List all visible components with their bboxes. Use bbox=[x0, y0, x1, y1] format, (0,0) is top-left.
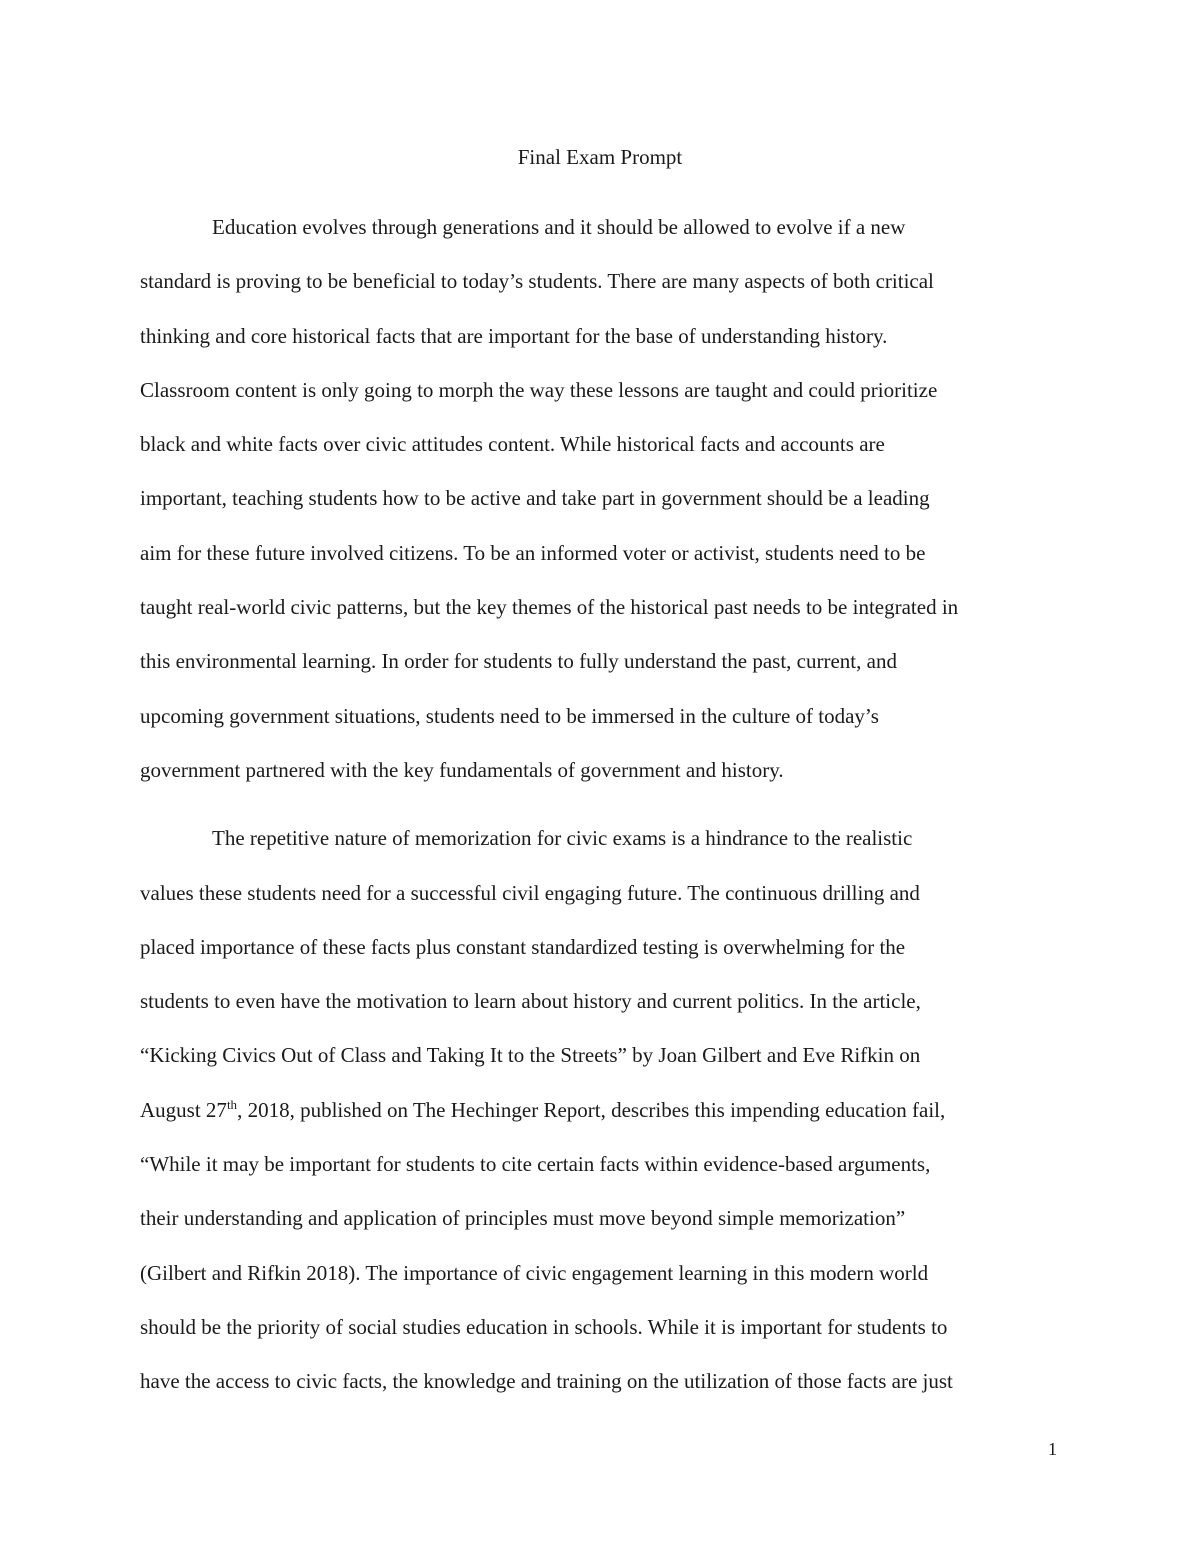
date-ordinal-suffix: th bbox=[226, 1096, 238, 1112]
paragraph-2 bbox=[140, 811, 1060, 1408]
paragraph-line: have the access to civic facts, the knowledge and training on the utilization of those facts are just bbox=[140, 1369, 953, 1394]
paragraph-line: placed importance of these facts plus constant standardized testing is overwhelming for the bbox=[140, 934, 906, 959]
page-number: 1 bbox=[1048, 1439, 1057, 1459]
paragraph-line: thinking and core historical facts that are important for the base of understanding history. bbox=[140, 323, 888, 348]
paragraph-line: students to even have the motivation to learn about history and current politics. In the article, bbox=[140, 989, 921, 1014]
paragraph-line: (Gilbert and Rifkin 2018). The importance of civic engagement learning in this modern world bbox=[140, 1260, 929, 1285]
paragraph-line: “Kicking Civics Out of Class and Taking It to the Streets” by Joan Gilbert and Eve Rifkin on bbox=[140, 1043, 921, 1068]
paragraph-line: Classroom content is only going to morph the way these lessons are taught and could prioritize bbox=[140, 377, 938, 402]
paragraph-line: aim for these future involved citizens. To be an informed voter or activist, students need to be bbox=[140, 540, 926, 565]
paragraph-line: government partnered with the key fundamentals of government and history. bbox=[140, 757, 784, 782]
paragraph-line: black and white facts over civic attitudes content. While historical facts and accounts are bbox=[140, 432, 885, 457]
paragraph-line: values these students need for a successful civil engaging future. The continuous drilling and bbox=[140, 880, 920, 905]
document-body bbox=[140, 200, 1060, 1409]
paragraph-gap bbox=[140, 797, 1060, 811]
paragraph-1 bbox=[140, 200, 1060, 797]
document-title: Final Exam Prompt bbox=[517, 145, 683, 169]
paragraph-line: upcoming government situations, students need to be immersed in the culture of today’s bbox=[140, 703, 879, 728]
paragraph-line: Education evolves through generations and it should be allowed to evolve if a new bbox=[212, 215, 906, 239]
date-rest: , 2018, published on The Hechinger Report, describes this impending education fail, bbox=[237, 1097, 946, 1122]
paragraph-line: should be the priority of social studies education in schools. While it is important for students to bbox=[140, 1314, 948, 1339]
paragraph-line-date bbox=[140, 1083, 1060, 1137]
paragraph-line: their understanding and application of principles must move beyond simple memorization” bbox=[140, 1206, 906, 1231]
date-prefix: August 27 bbox=[140, 1097, 227, 1122]
paragraph-line: The repetitive nature of memorization for civic exams is a hindrance to the realistic bbox=[212, 826, 913, 851]
paragraph-line: taught real-world civic patterns, but the key themes of the historical past needs to be integrated in bbox=[140, 595, 959, 620]
paragraph-line: this environmental learning. In order for students to fully understand the past, current, and bbox=[140, 649, 897, 674]
paragraph-line: important, teaching students how to be active and take part in government should be a leading bbox=[140, 486, 930, 511]
paragraph-line: “While it may be important for students to cite certain facts within evidence-based arguments, bbox=[140, 1152, 931, 1177]
paragraph-line: standard is proving to be beneficial to today’s students. There are many aspects of both critical bbox=[140, 269, 934, 294]
